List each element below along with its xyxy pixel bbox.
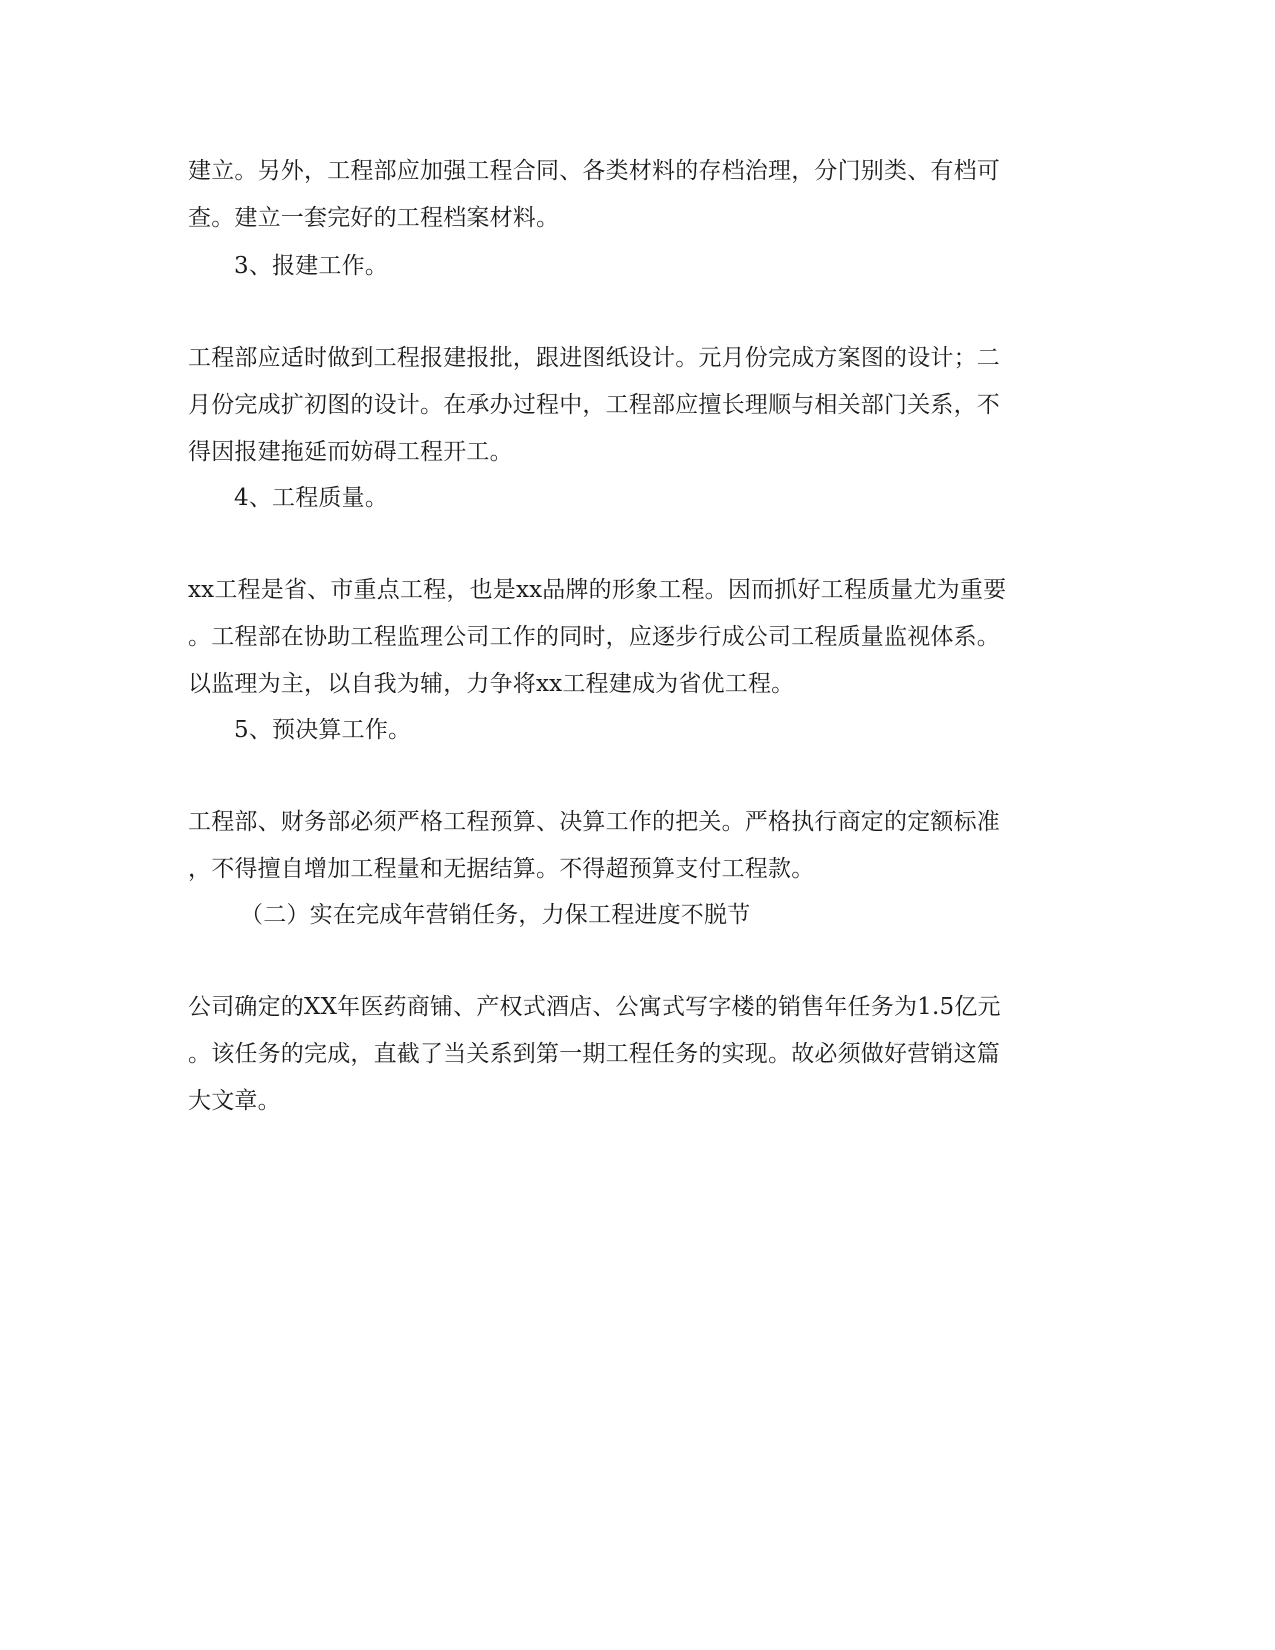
section-heading: 3、报建工作。 xyxy=(234,253,389,279)
paragraph-line: 得因报建拖延而妨碍工程开工。 xyxy=(188,439,513,465)
section-heading: （二）实在完成年营销任务，力保工程进度不脱节 xyxy=(240,902,751,928)
paragraph-line: xx工程是省、市重点工程，也是xx品牌的形象工程。因而抓好工程质量尤为重要 xyxy=(188,577,1007,603)
paragraph-line: 建立。另外，工程部应加强工程合同、各类材料的存档治理，分门别类、有档可 xyxy=(188,158,1000,184)
paragraph-line: 工程部应适时做到工程报建报批，跟进图纸设计。元月份完成方案图的设计；二 xyxy=(188,345,1000,371)
section-heading: 4、工程质量。 xyxy=(234,485,389,511)
paragraph-line: ，不得擅自增加工程量和无据结算。不得超预算支付工程款。 xyxy=(188,856,815,882)
paragraph-line: 工程部、财务部必须严格工程预算、决算工作的把关。严格执行商定的定额标准 xyxy=(188,809,1000,835)
paragraph-line: 。该任务的完成，直截了当关系到第一期工程任务的实现。故必须做好营销这篇 xyxy=(188,1041,1000,1067)
paragraph-line: 月份完成扩初图的设计。在承办过程中，工程部应擅长理顺与相关部门关系，不 xyxy=(188,392,1000,418)
section-heading: 5、预决算工作。 xyxy=(234,717,412,743)
paragraph-line: 以监理为主，以自我为辅，力争将xx工程建成为省优工程。 xyxy=(188,671,795,697)
paragraph-line: 公司确定的XX年医药商铺、产权式酒店、公寓式写字楼的销售年任务为1.5亿元 xyxy=(188,994,1001,1020)
paragraph-line: 。工程部在协助工程监理公司工作的同时，应逐步行成公司工程质量监视体系。 xyxy=(188,624,1000,650)
paragraph-line: 大文章。 xyxy=(188,1088,281,1114)
paragraph-line: 查。建立一套完好的工程档案材料。 xyxy=(188,205,560,231)
